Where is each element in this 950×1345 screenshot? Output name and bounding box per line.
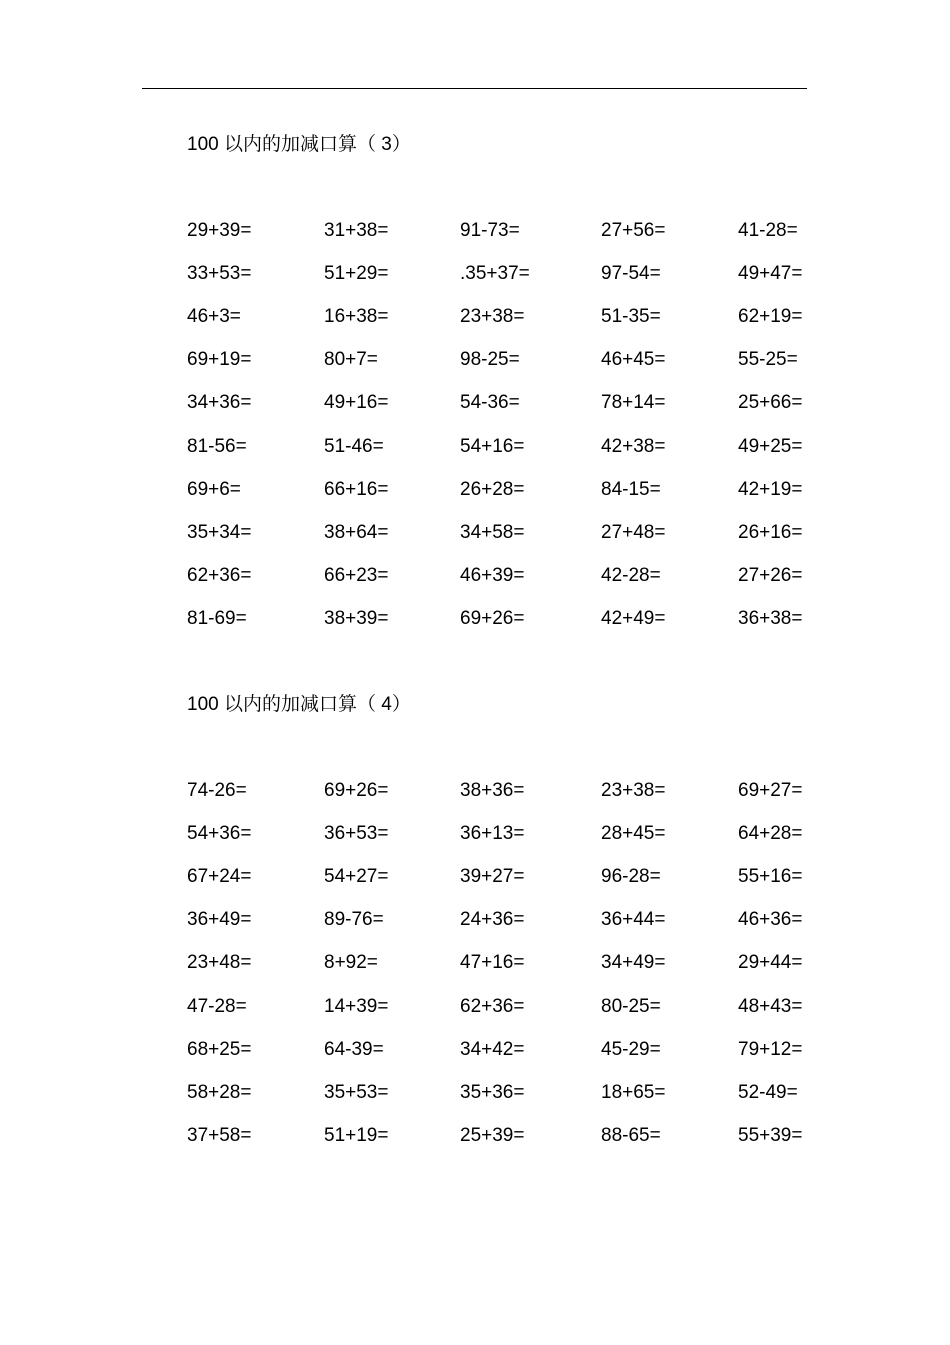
- arithmetic-problem: 79+12=: [738, 1039, 803, 1060]
- arithmetic-problem: 48+43=: [738, 996, 803, 1017]
- arithmetic-problem: 78+14=: [601, 392, 666, 413]
- arithmetic-problem: 46+45=: [601, 349, 666, 370]
- arithmetic-problem: 24+36=: [460, 909, 525, 930]
- arithmetic-problem: 14+39=: [324, 996, 389, 1017]
- arithmetic-problem: 49+47=: [738, 263, 803, 284]
- arithmetic-problem: 35+53=: [324, 1082, 389, 1103]
- arithmetic-problem: 28+45=: [601, 823, 666, 844]
- arithmetic-problem: 62+19=: [738, 306, 803, 327]
- arithmetic-problem: 69+27=: [738, 780, 803, 801]
- arithmetic-problem: 58+28=: [187, 1082, 252, 1103]
- section-title: 100 以内的加减口算（ 4）: [187, 694, 411, 715]
- arithmetic-problem: 27+56=: [601, 220, 666, 241]
- arithmetic-problem: 47+16=: [460, 952, 525, 973]
- arithmetic-problem: 39+27=: [460, 866, 525, 887]
- arithmetic-problem: 25+66=: [738, 392, 803, 413]
- arithmetic-problem: 74-26=: [187, 780, 247, 801]
- arithmetic-problem: 49+25=: [738, 436, 803, 457]
- arithmetic-problem: 46+3=: [187, 306, 241, 327]
- arithmetic-problem: 96-28=: [601, 866, 661, 887]
- arithmetic-problem: 37+58=: [187, 1125, 252, 1146]
- arithmetic-problem: 35+36=: [460, 1082, 525, 1103]
- arithmetic-problem: 42+38=: [601, 436, 666, 457]
- arithmetic-problem: 80-25=: [601, 996, 661, 1017]
- arithmetic-problem: 97-54=: [601, 263, 661, 284]
- arithmetic-problem: 29+44=: [738, 952, 803, 973]
- arithmetic-problem: 36+44=: [601, 909, 666, 930]
- header-rule: [142, 88, 807, 89]
- arithmetic-problem: 33+53=: [187, 263, 252, 284]
- arithmetic-problem: 41-28=: [738, 220, 798, 241]
- arithmetic-problem: 25+39=: [460, 1125, 525, 1146]
- arithmetic-problem: 51-35=: [601, 306, 661, 327]
- arithmetic-problem: 49+16=: [324, 392, 389, 413]
- section-title: 100 以内的加减口算（ 3）: [187, 134, 411, 155]
- arithmetic-problem: 38+36=: [460, 780, 525, 801]
- arithmetic-problem: 26+16=: [738, 522, 803, 543]
- arithmetic-problem: 27+48=: [601, 522, 666, 543]
- arithmetic-problem: 52-49=: [738, 1082, 798, 1103]
- arithmetic-problem: 31+38=: [324, 220, 389, 241]
- arithmetic-problem: 62+36=: [460, 996, 525, 1017]
- arithmetic-problem: 46+39=: [460, 565, 525, 586]
- arithmetic-problem: 69+6=: [187, 479, 241, 500]
- arithmetic-problem: 54+36=: [187, 823, 252, 844]
- arithmetic-problem: 91-73=: [460, 220, 520, 241]
- arithmetic-problem: 55-25=: [738, 349, 798, 370]
- arithmetic-problem: 55+39=: [738, 1125, 803, 1146]
- arithmetic-problem: 54+16=: [460, 436, 525, 457]
- arithmetic-problem: 27+26=: [738, 565, 803, 586]
- arithmetic-problem: 42+19=: [738, 479, 803, 500]
- arithmetic-problem: 16+38=: [324, 306, 389, 327]
- arithmetic-problem: 80+7=: [324, 349, 378, 370]
- arithmetic-problem: 36+13=: [460, 823, 525, 844]
- arithmetic-problem: 42-28=: [601, 565, 661, 586]
- arithmetic-problem: 88-65=: [601, 1125, 661, 1146]
- arithmetic-problem: 34+42=: [460, 1039, 525, 1060]
- arithmetic-problem: 36+53=: [324, 823, 389, 844]
- arithmetic-problem: 36+38=: [738, 608, 803, 629]
- arithmetic-problem: 51+19=: [324, 1125, 389, 1146]
- arithmetic-problem: 62+36=: [187, 565, 252, 586]
- arithmetic-problem: 26+28=: [460, 479, 525, 500]
- arithmetic-problem: 66+16=: [324, 479, 389, 500]
- arithmetic-problem: 42+49=: [601, 608, 666, 629]
- arithmetic-problem: 81-69=: [187, 608, 247, 629]
- arithmetic-problem: 29+39=: [187, 220, 252, 241]
- arithmetic-problem: 46+36=: [738, 909, 803, 930]
- arithmetic-problem: 38+39=: [324, 608, 389, 629]
- arithmetic-problem: .35+37=: [460, 263, 530, 284]
- arithmetic-problem: 51-46=: [324, 436, 384, 457]
- arithmetic-problem: 47-28=: [187, 996, 247, 1017]
- arithmetic-problem: 45-29=: [601, 1039, 661, 1060]
- arithmetic-problem: 66+23=: [324, 565, 389, 586]
- arithmetic-problem: 64+28=: [738, 823, 803, 844]
- arithmetic-problem: 89-76=: [324, 909, 384, 930]
- arithmetic-problem: 8+92=: [324, 952, 378, 973]
- arithmetic-problem: 69+26=: [460, 608, 525, 629]
- arithmetic-problem: 23+48=: [187, 952, 252, 973]
- arithmetic-problem: 18+65=: [601, 1082, 666, 1103]
- arithmetic-problem: 55+16=: [738, 866, 803, 887]
- arithmetic-problem: 98-25=: [460, 349, 520, 370]
- arithmetic-problem: 69+19=: [187, 349, 252, 370]
- arithmetic-problem: 54-36=: [460, 392, 520, 413]
- arithmetic-problem: 51+29=: [324, 263, 389, 284]
- arithmetic-problem: 54+27=: [324, 866, 389, 887]
- arithmetic-problem: 23+38=: [460, 306, 525, 327]
- arithmetic-problem: 34+58=: [460, 522, 525, 543]
- arithmetic-problem: 35+34=: [187, 522, 252, 543]
- arithmetic-problem: 23+38=: [601, 780, 666, 801]
- arithmetic-problem: 67+24=: [187, 866, 252, 887]
- arithmetic-problem: 69+26=: [324, 780, 389, 801]
- arithmetic-problem: 34+49=: [601, 952, 666, 973]
- arithmetic-problem: 34+36=: [187, 392, 252, 413]
- arithmetic-problem: 68+25=: [187, 1039, 252, 1060]
- arithmetic-problem: 84-15=: [601, 479, 661, 500]
- arithmetic-problem: 36+49=: [187, 909, 252, 930]
- arithmetic-problem: 64-39=: [324, 1039, 384, 1060]
- arithmetic-problem: 81-56=: [187, 436, 247, 457]
- arithmetic-problem: 38+64=: [324, 522, 389, 543]
